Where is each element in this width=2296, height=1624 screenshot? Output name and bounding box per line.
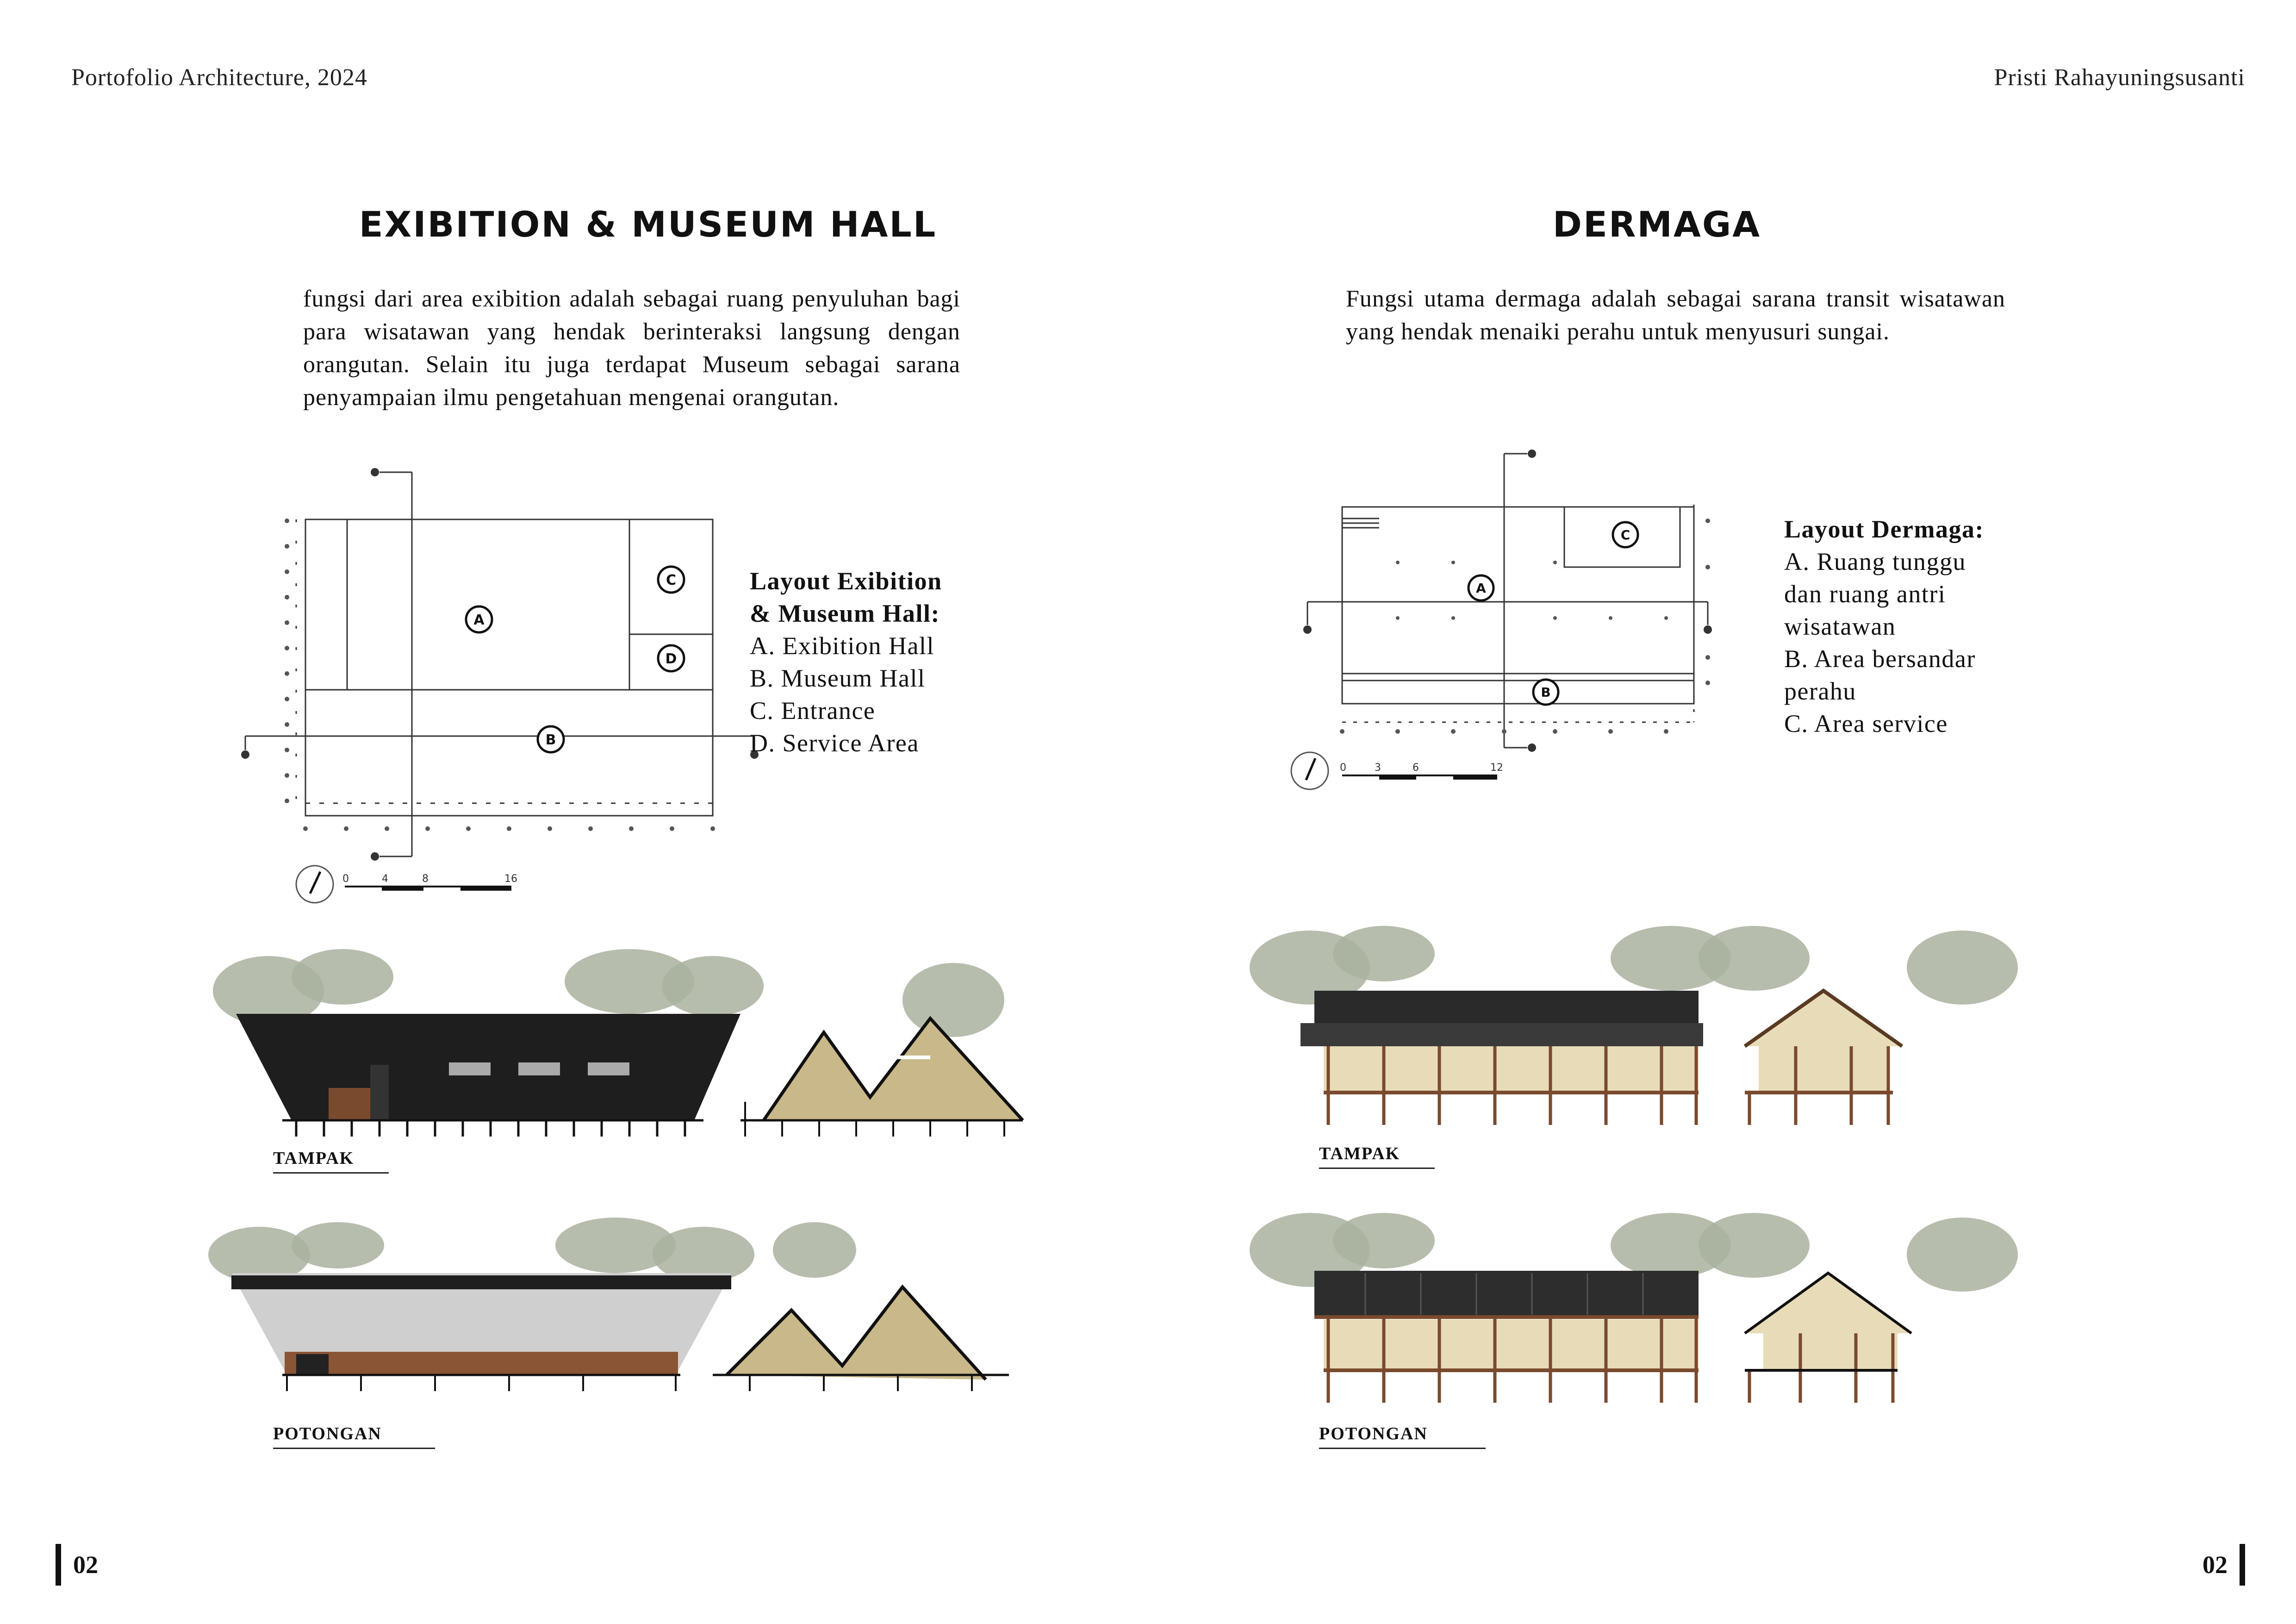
legend-item: D. Service Area bbox=[750, 729, 919, 757]
legend-item: C. Entrance bbox=[750, 697, 876, 725]
legend-item: perahu bbox=[1784, 677, 1856, 705]
dermaga-floor-plan bbox=[1287, 440, 1740, 801]
north-arrow-icon bbox=[296, 866, 333, 903]
exhibition-section-drawing bbox=[204, 1218, 1027, 1403]
dermaga-legend bbox=[1784, 513, 1984, 740]
plan-label-c: C bbox=[666, 572, 677, 588]
plan-label-b: B bbox=[1541, 685, 1551, 700]
plan-label-a: A bbox=[1476, 581, 1486, 596]
svg-text:6: 6 bbox=[1412, 762, 1419, 774]
svg-text:0: 0 bbox=[342, 873, 349, 885]
dermaga-description: Fungsi utama dermaga adalah sebagai sarana transit wisatawan yang hendak menaiki perahu untuk menyusuri sungai. bbox=[1346, 286, 2005, 345]
legend-item: dan ruang antri bbox=[1784, 580, 1946, 608]
exhibition-caption-elevation: TAMPAK bbox=[273, 1148, 389, 1174]
svg-text:8: 8 bbox=[422, 873, 429, 885]
exhibition-title: EXIBITION & MUSEUM HALL bbox=[359, 204, 937, 245]
page-number-right: 02 bbox=[2203, 1544, 2245, 1586]
dermaga-title: DERMAGA bbox=[1552, 204, 1761, 245]
scale-bar bbox=[1340, 762, 1503, 780]
svg-text:0: 0 bbox=[1340, 762, 1346, 774]
legend-item: B. Museum Hall bbox=[750, 664, 926, 692]
exhibition-floor-plan bbox=[231, 458, 787, 912]
legend-item: C. Area service bbox=[1784, 710, 1948, 737]
dermaga-section-drawing bbox=[1245, 1204, 2032, 1407]
dermaga-elevation-drawing bbox=[1245, 921, 2032, 1134]
legend-item: A. Exibition Hall bbox=[750, 632, 934, 660]
svg-text:12: 12 bbox=[1490, 762, 1503, 774]
plan-label-d: D bbox=[665, 651, 677, 667]
dermaga-caption-section: POTONGAN bbox=[1319, 1424, 1486, 1449]
dermaga-caption-elevation: TAMPAK bbox=[1319, 1143, 1435, 1169]
legend-item: wisatawan bbox=[1784, 612, 1896, 640]
plan-label-b: B bbox=[545, 732, 556, 748]
scale-bar bbox=[342, 873, 517, 891]
legend-item: B. Area bersandar bbox=[1784, 645, 1976, 673]
exhibition-caption-section: POTONGAN bbox=[273, 1424, 435, 1449]
svg-text:3: 3 bbox=[1375, 762, 1381, 774]
exhibition-description: fungsi dari area exibition adalah sebagai ruang penyuluhan bagi para wisatawan yang hendak berinteraksi langsung dengan orangutan. Selain itu juga terdapat Museum sebagai sarana penyampaian ilmu pengetahuan mengenai orangutan. bbox=[303, 286, 960, 411]
header-left: Portofolio Architecture, 2024 bbox=[71, 64, 367, 91]
exhibition-legend bbox=[750, 565, 942, 759]
header-right: Pristi Rahayuningsusanti bbox=[1994, 64, 2245, 91]
plan-label-c: C bbox=[1620, 527, 1630, 543]
legend-title: Layout Exibition bbox=[750, 567, 942, 595]
legend-title: & Museum Hall: bbox=[750, 600, 940, 627]
svg-text:4: 4 bbox=[382, 873, 388, 885]
legend-title: Layout Dermaga: bbox=[1784, 515, 1984, 543]
page-number-left: 02 bbox=[56, 1544, 98, 1586]
plan-label-a: A bbox=[473, 612, 485, 628]
exhibition-elevation-drawing bbox=[204, 949, 1027, 1143]
legend-item: A. Ruang tunggu bbox=[1784, 548, 1966, 575]
north-arrow-icon bbox=[1291, 752, 1328, 789]
svg-text:16: 16 bbox=[504, 873, 517, 885]
